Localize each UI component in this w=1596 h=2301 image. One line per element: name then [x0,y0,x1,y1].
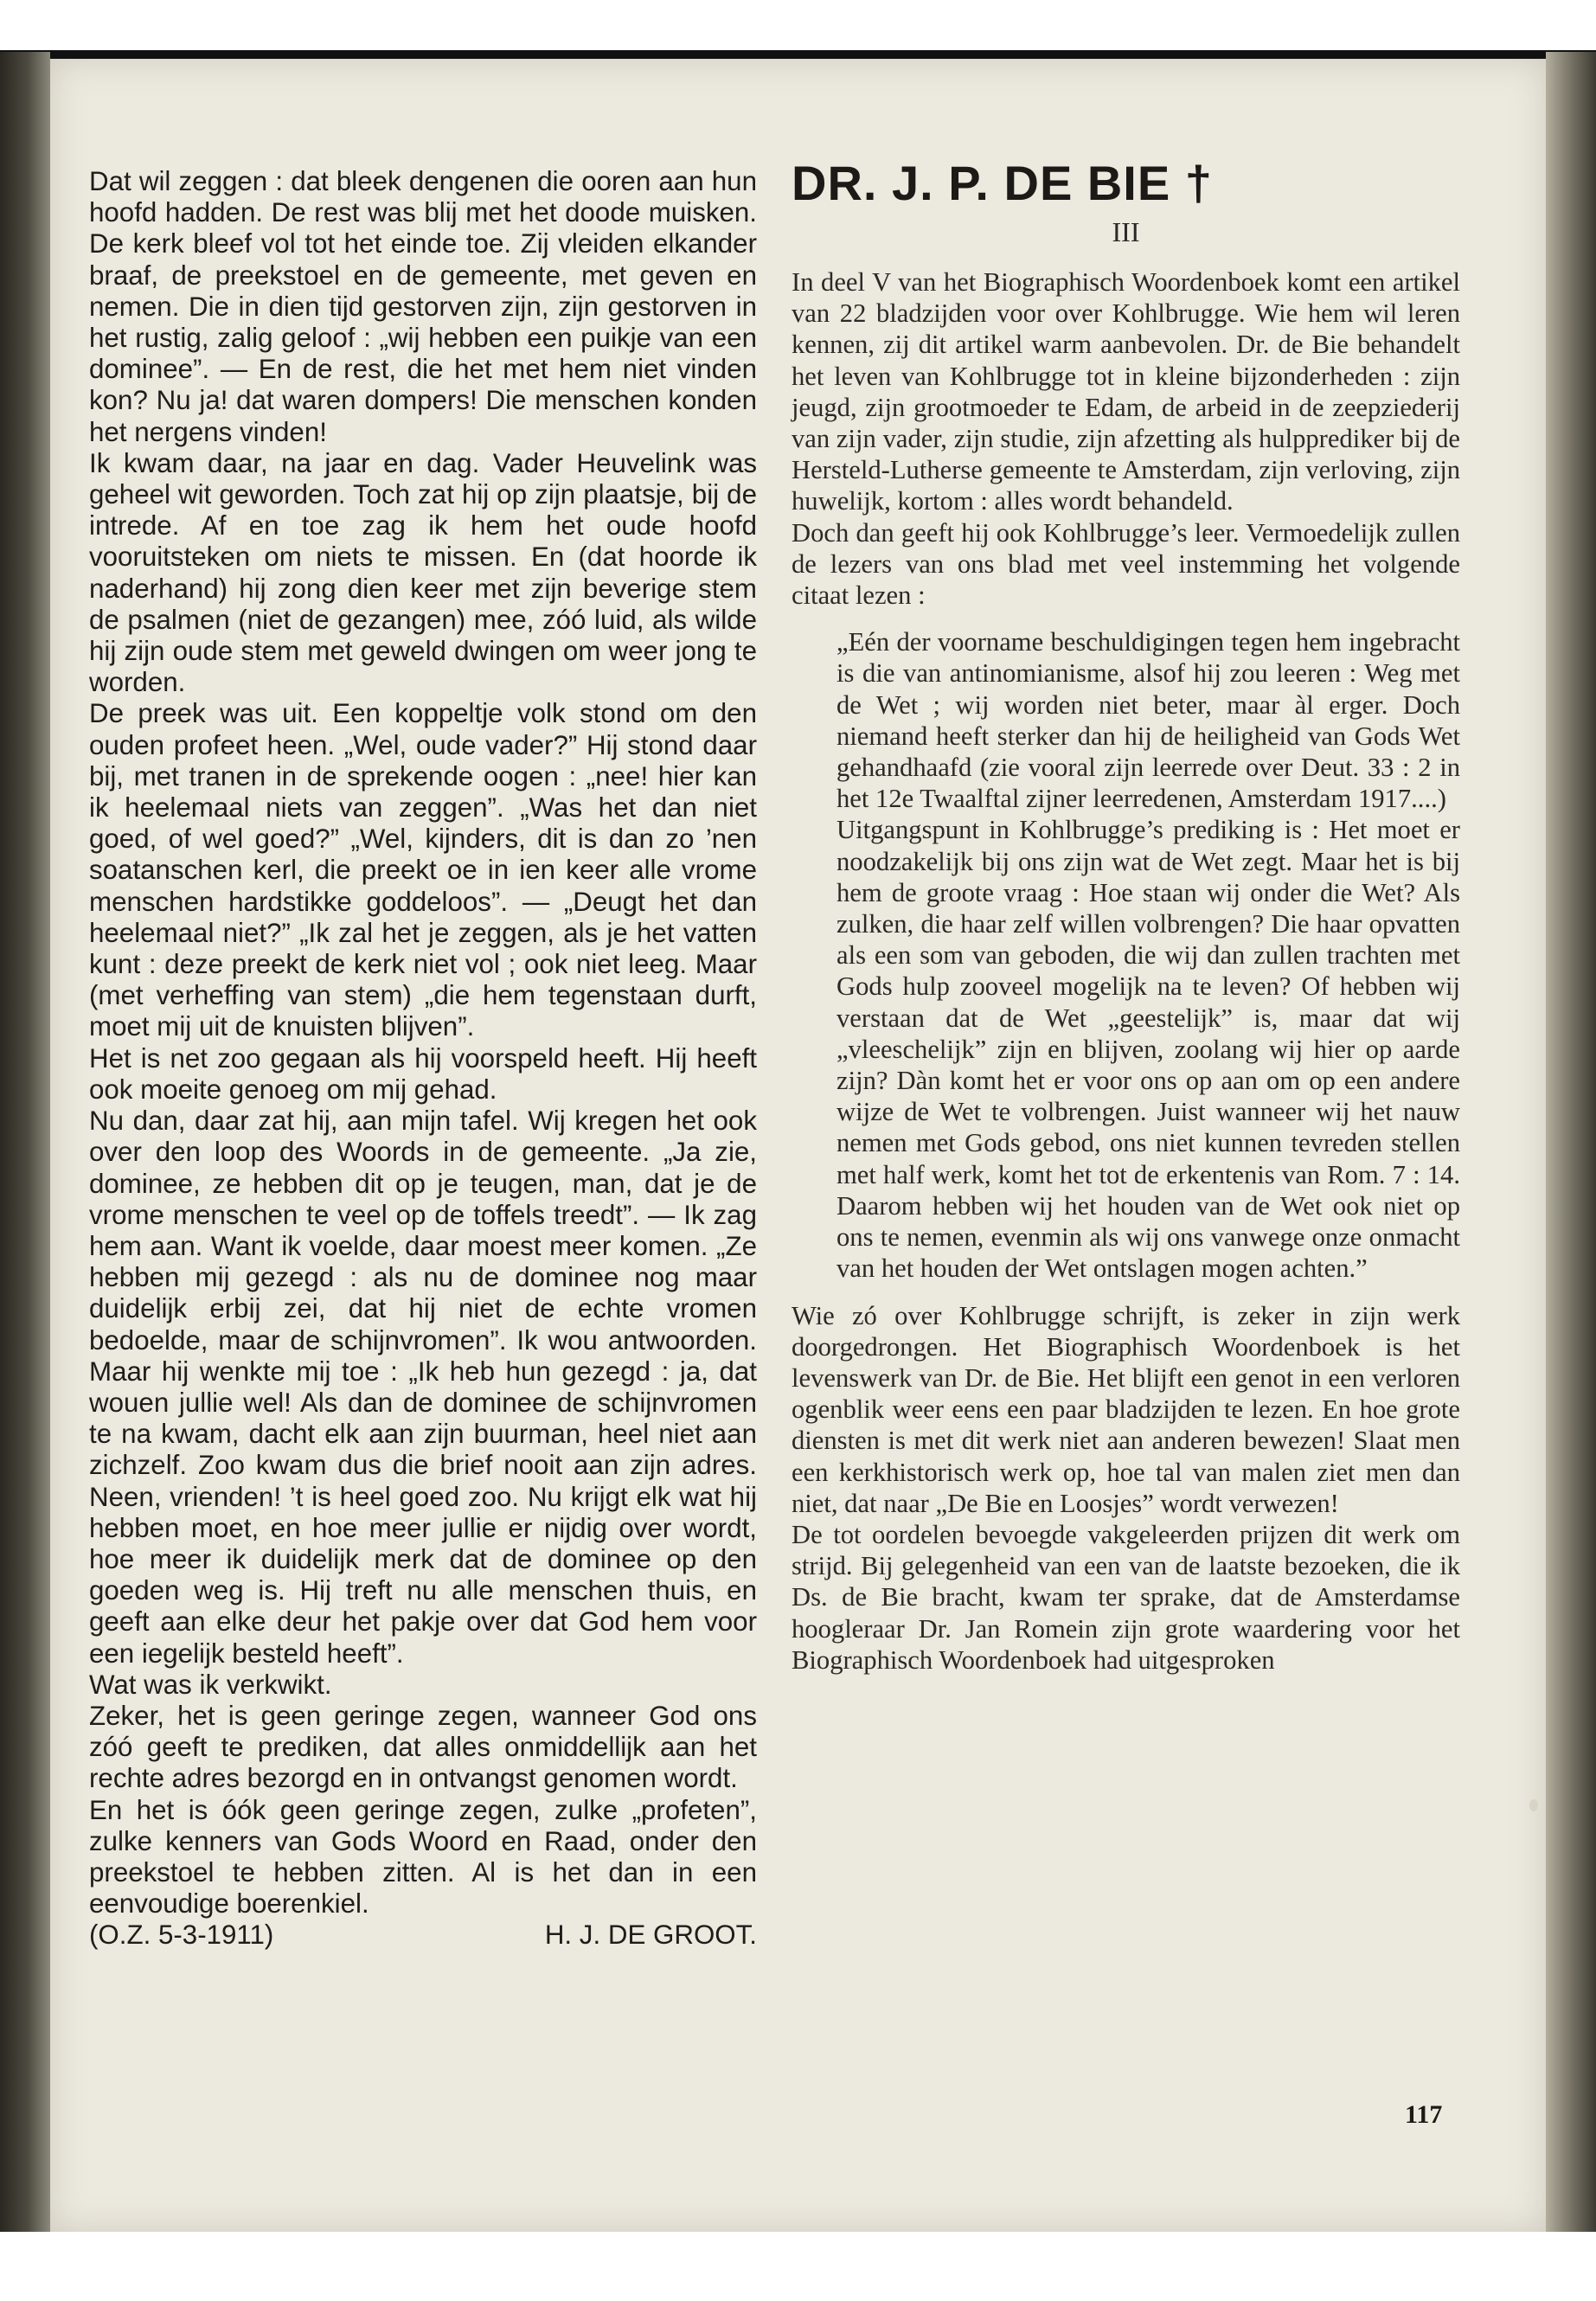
quote-paragraph: „Eén der voorname beschuldigingen tegen hem ingebracht is die van antinomianisme, alsof hij zou leeren : Weg met de Wet ; wij worden niet beter, maar àl erger. Doch niemand heeft sterker dan hij de heiligheid van Gods Wet gehandhaafd (zie vooral zijn leerrede over Deut. 33 : 2 in het 12e Twaalftal zijner leerredenen, Amsterdam 1917....) [836,627,1460,814]
paragraph: Zeker, het is geen geringe zegen, wanneer God ons zóó geeft te prediken, dat alles onmiddellijk aan het rechte adres bezorgd en in ontvangst genomen wordt. [89,1700,757,1794]
paragraph: Het is net zoo gegaan als hij voorspeld heeft. Hij heeft ook moeite genoeg om mij gehad. [89,1042,757,1105]
paragraph: In deel V van het Biographisch Woordenboek komt een artikel van 22 bladzijden voor over Kohlbrugge. Wie hem wil leren kennen, zij dit artikel warm aanbevolen. Dr. de Bie behandelt het leven van Kohlbrugge tot in kleine bijzonderheden : zijn jeugd, zijn grootmoeder te Edam, de arbeid in de zeepziederij van zijn vader, zijn studie, zijn afzetting als hulpprediker bij de Hersteld-Lutherse gemeente te Amsterdam, zijn verloving, zijn huwelijk, kortom : alles wordt behandeld. [792,267,1460,516]
paragraph: Nu dan, daar zat hij, aan mijn tafel. Wij kregen het ook over den loop des Woords in de gemeente. „Ja zie, dominee, ze hebben dit op je teugen, man, dat je de vrome menschen te veel op de toffels treedt”. — Ik zag hem aan. Want ik voelde, daar moest meer komen. „Ze hebben mij gezegd : als nu de dominee nog maar duidelijk erbij zei, dat hij niet de echte vromen bedoelde, maar de schijnvromen”. Ik wou antwoorden. Maar hij wenkte mij toe : „Ik heb hun gezegd : ja, dat wouen jullie wel! Als dan de dominee de schijnvromen te na kwam, dacht elk aan zijn buurman, heel niet aan zichzelf. Zoo kwam dus die brief nooit aan zijn adres. Neen, vrienden! ’t is heel goed zoo. Nu krijgt elk wat hij hebben moet, en hoe meer jullie er nijdig over wordt, hoe meer ik duidelijk merk dat de dominee op den goeden weg is. Hij treft nu alle menschen thuis, en geeft aan elke deur het pakje over dat God hem voor een iegelijk besteld heeft”. [89,1106,757,1669]
paragraph: Dat wil zeggen : dat bleek dengenen die ooren aan hun hoofd hadden. De rest was blij met het doode muisken. De kerk bleef vol tot het einde toe. Zij vleiden elkander braaf, de preekstoel en de gemeente, met geven en nemen. Die in dien tijd gestorven zijn, zijn gestorven in het rustig, zalig geloof : „wij hebben een puikje van een dominee”. — En de rest, die het met hem niet vinden kon? Nu ja! dat waren dompers! Die menschen konden het nergens vinden! [89,166,757,447]
article-heading: DR. J. P. DE BIE † [792,156,1213,210]
quote-paragraph: Uitgangspunt in Kohlbrugge’s prediking is : Het moet er noodzakelijk bij ons zijn wat de Wet zegt. Maar het is bij hem de groote vraag : Hoe staan wij onder die Wet? Als zulken, die haar zelf willen volbrengen? Die haar opvatten als een som van geboden, die wij dan zullen trachten met Gods hulp zooveel mogelijk na te leven? Of hebben wij verstaan dat de Wet „geestelijk” is, maar dat wij „vleeschelijk” zijn en blijven, zoolang wij hier op aarde zijn? Dàn komt het er voor ons op aan om op een andere wijze de Wet te volbrengen. Juist wanneer wij het nauw nemen met Gods gebod, ons niet kunnen tevreden stellen met half werk, komt het tot de erkentenis van Rom. 7 : 14. Daarom hebben wij het houden van de Wet ook niet op ons te nemen, evenmin als wij ons vanwege onze onmacht van het houden der Wet ontslagen mogen achten.” [836,815,1460,1284]
byline [89,1920,757,1951]
paragraph: Ik kwam daar, na jaar en dag. Vader Heuvelink was geheel wit geworden. Toch zat hij op zijn plaatsje, bij de intrede. Af en toe zag ik hem het oude hoofd vooruitsteken om niets te missen. En (dat hoorde ik naderhand) hij zong dien keer met zijn beverige stem de psalmen (niet de gezangen) mee, zóó luid, als wilde hij zijn oude stem met geweld dwingen om weer jong te worden. [89,447,757,698]
paragraph: Wie zó over Kohlbrugge schrijft, is zeker in zijn werk doorgedrongen. Het Biographisch Woordenboek is het levenswerk van Dr. de Bie. Het blijft een genot in een verloren ogenblik weer eens een paar bladzijden te lezen. En hoe grote diensten is met dit werk niet aan anderen bewezen! Slaat men een kerkhistorisch werk op, hoe tal van malen ziet men dan niet, dat naar „De Bie en Loosjes” wordt verwezen! [792,1300,1460,1518]
section-number: III [1112,216,1140,247]
paragraph: De preek was uit. Een koppeltje volk stond om den ouden profeet heen. „Wel, oude vader?” Hij stond daar bij, met tranen in de sprekende oogen : „nee! hier kan ik heelemaal niets van zeggen”. „Was het dan niet goed, of wel goed?” „Wel, kijnders, dit is dan zo ’nen soatanschen kerl, die preekt oe in ien keer alle vrome menschen hardstikke goddeloos”. — „Deugt het dan heelemaal niet?” „Ik zal het je zeggen, als je het vatten kunt : deze preekt de kerk niet vol ; ook niet leeg. Maar (met verheffing van stem) „die hem tegenstaan durft, moet mij uit de knuisten blijven”. [89,698,757,1042]
paragraph: Wat was ik verkwikt. [89,1669,332,1700]
right-column [792,156,1460,1676]
paragraph: De tot oordelen bevoegde vakgeleerden prijzen dit werk om strijd. Bij gelegenheid van een van de laatste bezoeken, die ik Ds. de Bie bracht, kwam ter sprake, dat de Amsterdamse hoogleraar Dr. Jan Romein zijn grote waardering voor het Biographisch Woordenboek had uitgesproken [792,1519,1460,1675]
paper-blemish [1529,1799,1538,1811]
block-quote [836,626,1460,1284]
page-number: 117 [1405,2100,1443,2129]
scanner-edge [0,50,1596,59]
book-gutter-left [0,52,50,2232]
book-edge-right [1546,52,1596,2232]
left-column [89,166,757,1952]
scan-margin-top [0,0,1596,52]
paragraph: En het is óók geen geringe zegen, zulke „profeten”, zulke kenners van Gods Woord en Raad, onder den preekstoel te hebben zitten. Al is het dan in een eenvoudige boerenkiel. [89,1794,757,1920]
author-signature: H. J. DE GROOT. [544,1920,757,1951]
paragraph: Doch dan geeft hij ook Kohlbrugge’s leer. Vermoedelijk zullen de lezers van ons blad met veel instemming het volgende citaat lezen : [792,517,1460,611]
citation: (O.Z. 5-3-1911) [89,1920,274,1951]
